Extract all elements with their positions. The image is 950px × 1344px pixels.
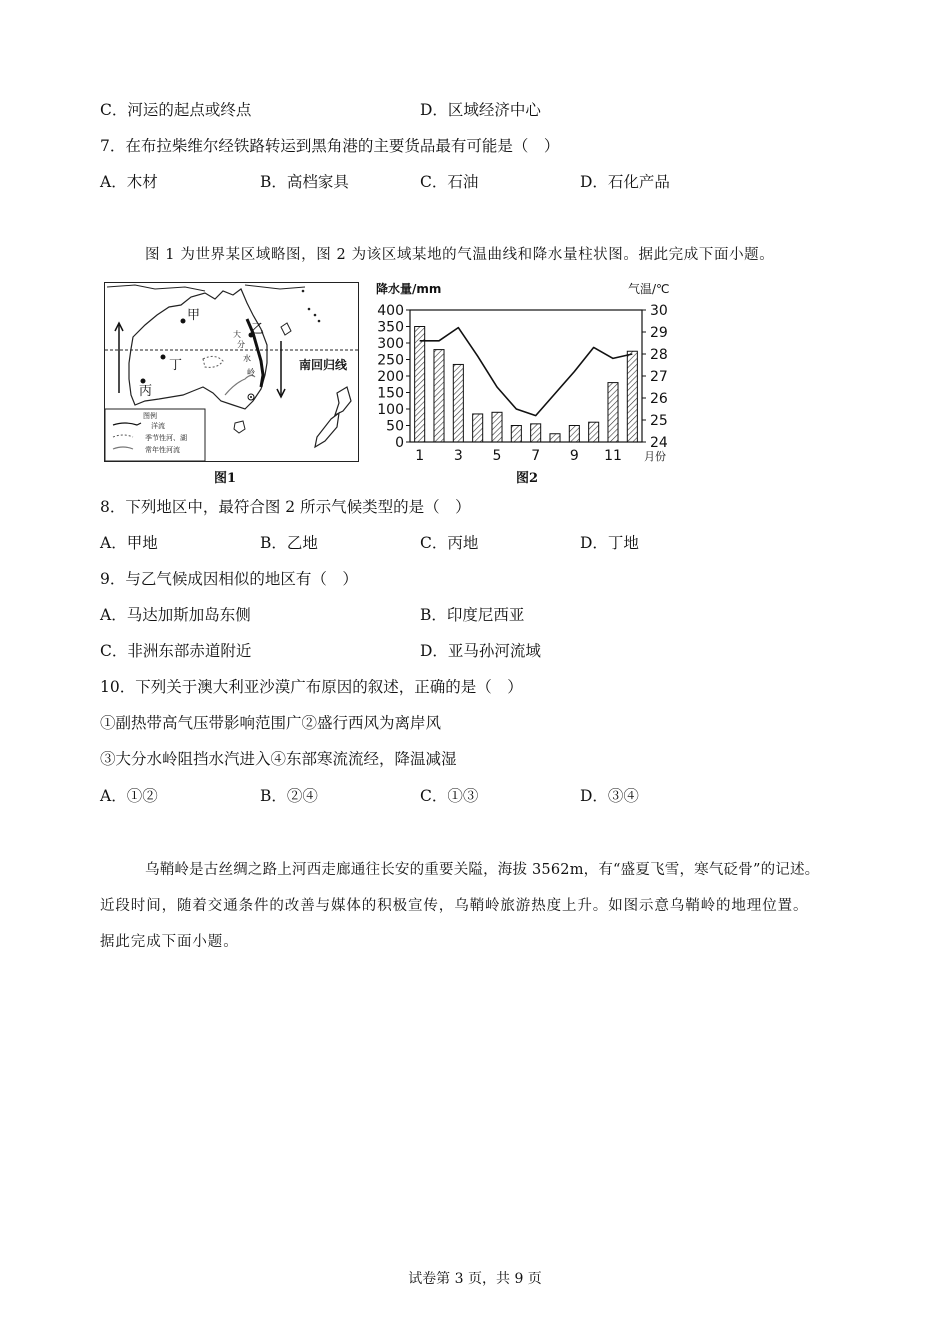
q10-statements-2: ③大分水岭阻挡水汽进入④东部寒流流经，降温减湿 (100, 750, 457, 768)
left-axis-label: 降水量/mm (376, 282, 442, 296)
precipitation-bar (511, 426, 521, 443)
precipitation-bar (415, 327, 425, 443)
label-tropic: 南回归线 (299, 358, 348, 372)
seasonal-lake (203, 356, 223, 367)
x-axis-unit: 月份 (644, 450, 666, 463)
group-intro-1: 图 1 为世界某区域略图，图 2 为该区域某地的气温曲线和降水量柱状图。据此完成下面小题。 (145, 247, 775, 263)
q8-option-d: D．丁地 (580, 534, 639, 552)
label-ding: 丁 (169, 358, 183, 373)
left-tick-label: 50 (386, 418, 404, 435)
page-footer: 试卷第 3 页，共 9 页 (408, 1271, 542, 1287)
group-intro-2-line-2: 近段时间，随着交通条件的改善与媒体的积极宣传，乌鞘岭旅游热度上升。如图示意乌鞘岭的地理位置。 (100, 898, 809, 914)
label-bing: 丙 (139, 384, 153, 399)
range-char-2: 分 (237, 340, 245, 349)
left-tick-label: 250 (377, 352, 404, 369)
new-caledonia (281, 323, 291, 335)
left-tick-label: 100 (377, 402, 404, 418)
jia-dot (181, 319, 186, 324)
q8-option-a: A．甲地 (100, 534, 158, 552)
q10-statements-1: ①副热带高气压带影响范围广②盛行西风为离岸风 (100, 714, 442, 732)
q10-option-d: D．③④ (580, 787, 639, 805)
city-marker-dot (250, 396, 252, 398)
q9-option-a: A．马达加斯加岛东侧 (100, 606, 251, 624)
perennial-river (225, 375, 255, 395)
island-dot (302, 290, 305, 293)
plot-frame (410, 310, 642, 442)
island-dot (318, 320, 321, 323)
precipitation-bar (453, 364, 463, 442)
map-drawing (105, 283, 358, 461)
precipitation-bar (550, 434, 560, 442)
precipitation-bar (531, 424, 541, 442)
legend-current: 洋流 (151, 422, 165, 430)
precipitation-bar (434, 350, 444, 442)
tasmania-outline (234, 421, 245, 433)
bing-dot (141, 379, 146, 384)
q9-option-c: C．非洲东部赤道附近 (100, 642, 252, 660)
range-char-1: 大 (233, 330, 241, 339)
q7-option-c: C．石油 (420, 173, 479, 191)
legend-title: 图例 (143, 412, 157, 420)
new-zealand-south (315, 413, 339, 447)
group-intro-2-line-1: 乌鞘岭是古丝绸之路上河西走廊通往长安的重要关隘，海拔 3562m，有“盛夏飞雪，寒气砭骨”的记述。 (145, 862, 820, 878)
left-tick-label: 200 (377, 369, 404, 385)
q8-stem: 8．下列地区中，最符合图 2 所示气候类型的是（ ） (100, 498, 471, 516)
q10-option-c: C．①③ (420, 787, 479, 805)
right-tick-label: 28 (650, 347, 668, 363)
q9-option-b: B．印度尼西亚 (420, 606, 525, 624)
q9-stem: 9．与乙气候成因相似的地区有（ ） (100, 570, 358, 588)
precipitation-bar (608, 383, 618, 442)
precipitation-bar (589, 422, 599, 442)
x-tick-label: 5 (492, 448, 502, 464)
precipitation-bar (569, 426, 579, 443)
precipitation-bar (627, 351, 637, 442)
island-dot (314, 314, 317, 317)
x-tick-label: 7 (531, 448, 541, 464)
q10-option-a: A．①② (100, 787, 158, 805)
figure-2-climate-chart (370, 280, 680, 470)
northern-coast (107, 285, 305, 291)
x-tick-label: 1 (415, 448, 425, 464)
q7-option-b: B．高档家具 (260, 173, 349, 191)
right-axis-label: 气温/℃ (628, 282, 670, 296)
q7-stem: 7．在布拉柴维尔经铁路转运到黑角港的主要货品最有可能是（ ） (100, 137, 560, 155)
ding-dot (161, 355, 166, 360)
range-char-3: 水 (243, 354, 251, 363)
left-tick-label: 300 (377, 336, 404, 352)
q9-option-d: D．亚马孙河流域 (420, 642, 541, 660)
precipitation-bar (492, 412, 502, 442)
q8-option-c: C．丙地 (420, 534, 479, 552)
figure-2-caption: 图2 (516, 471, 539, 486)
right-tick-label: 25 (650, 413, 668, 429)
left-tick-label: 150 (377, 385, 404, 402)
legend-seasonal: 季节性河、湖 (145, 434, 187, 442)
x-tick-label: 9 (569, 448, 579, 464)
temperature-line (420, 328, 633, 416)
left-tick-label: 400 (377, 303, 404, 319)
new-zealand-north (335, 387, 351, 415)
x-tick-label: 11 (604, 448, 622, 464)
right-tick-label: 24 (650, 435, 668, 451)
right-tick-label: 29 (650, 325, 668, 341)
q7-option-a: A．木材 (100, 173, 158, 191)
figure-1-caption: 图1 (214, 471, 237, 486)
label-jia: 甲 (187, 308, 201, 323)
q10-option-b: B．②④ (260, 787, 318, 805)
right-tick-label: 26 (650, 391, 668, 407)
right-tick-label: 30 (650, 303, 668, 319)
label-yi: 乙 (251, 322, 265, 337)
legend-perennial: 常年性河流 (145, 446, 180, 454)
q6-option-c: C．河运的起点或终点 (100, 101, 252, 119)
group-intro-2-line-3: 据此完成下面小题。 (100, 934, 239, 950)
q7-option-d: D．石化产品 (580, 173, 670, 191)
q8-option-b: B．乙地 (260, 534, 318, 552)
figure-1-map (104, 282, 359, 462)
chart-plot-area (377, 303, 668, 464)
left-tick-label: 350 (377, 319, 404, 336)
range-char-4: 岭 (247, 368, 255, 377)
island-dot (308, 308, 311, 311)
left-tick-label: 0 (395, 435, 404, 451)
q6-option-d: D．区域经济中心 (420, 101, 541, 119)
q10-stem: 10．下列关于澳大利亚沙漠广布原因的叙述，正确的是（ ） (100, 678, 523, 696)
x-tick-label: 3 (453, 448, 463, 464)
right-tick-label: 27 (650, 369, 668, 385)
precipitation-bar (473, 414, 483, 442)
